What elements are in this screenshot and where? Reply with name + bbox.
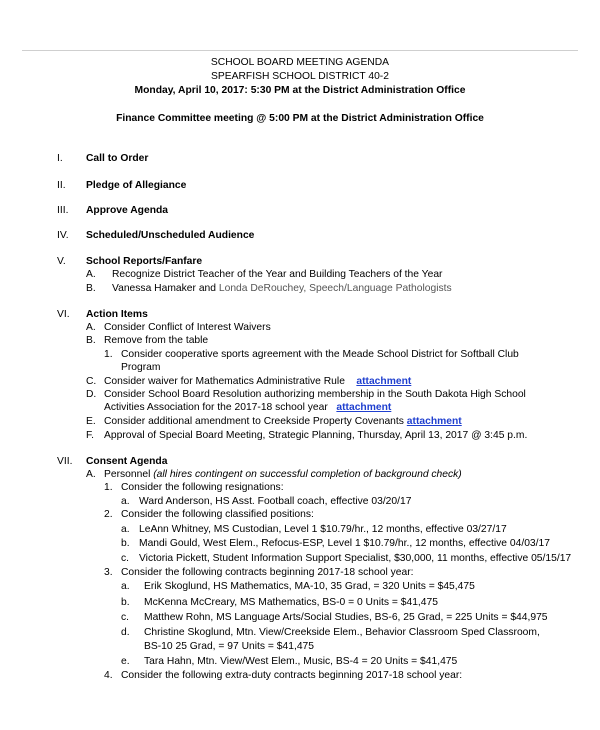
section-audience: Scheduled/Unscheduled Audience — [86, 230, 255, 241]
name-text: Vanessa Hamaker — [112, 283, 196, 294]
item-remove-from-table: Remove from the table — [104, 335, 209, 346]
item-letter: C. — [86, 376, 97, 387]
resignation-entry: Ward Anderson, HS Asst. Football coach, effective 03/20/17 — [139, 496, 412, 507]
item-text: Personnel — [104, 469, 154, 480]
item-personnel — [104, 468, 462, 481]
item-text: Activities Association for the 2017-18 school year — [104, 402, 328, 413]
roman-numeral: III. — [57, 205, 69, 216]
item-recognize-teachers: Recognize District Teacher of the Year and Building Teachers of the Year — [112, 269, 443, 280]
item-number: 3. — [104, 567, 113, 578]
item-letter: E. — [86, 416, 96, 427]
item-special-meeting: Approval of Special Board Meeting, Strategic Planning, Thursday, April 13, 2017 @ 3:45 p.m. — [104, 430, 528, 441]
item-letter: F. — [86, 430, 95, 441]
contract-entry-cont: BS-10 25 Grad, = 97 Units = $41,475 — [144, 641, 315, 652]
section-pledge: Pledge of Allegiance — [86, 180, 187, 191]
sub-letter: a. — [121, 524, 130, 535]
attachment-link[interactable]: attachment — [356, 376, 412, 387]
sub-letter: e. — [121, 656, 130, 667]
item-number: 1. — [104, 349, 113, 360]
district-name: SPEARFISH SCHOOL DISTRICT 40-2 — [211, 71, 389, 82]
item-resignations: Consider the following resignations: — [121, 482, 284, 493]
sub-letter: d. — [121, 627, 130, 638]
roman-numeral: IV. — [57, 230, 69, 241]
item-conflict-waivers: Consider Conflict of Interest Waivers — [104, 322, 271, 333]
item-text: Consider waiver for Mathematics Administrative Rule — [104, 376, 345, 387]
item-pathologists — [112, 282, 452, 295]
item-letter: A. — [86, 269, 96, 280]
classified-entry: LeAnn Whitney, MS Custodian, Level 1 $10.79/hr., 12 months, effective 03/27/17 — [139, 524, 507, 535]
finance-committee-note: Finance Committee meeting @ 5:00 PM at the District Administration Office — [116, 113, 484, 124]
top-rule — [22, 50, 578, 51]
contract-entry: Erik Skoglund, HS Mathematics, MA-10, 35 Grad, = 320 Units = $45,475 — [144, 581, 475, 592]
sub-letter: c. — [121, 553, 130, 564]
item-sports-agreement: Consider cooperative sports agreement with the Meade School District for Softball Club — [121, 349, 519, 360]
contract-entry: Tara Hahn, Mtn. View/West Elem., Music, BS-4 = 20 Units = $41,475 — [144, 656, 458, 667]
item-number: 4. — [104, 670, 113, 681]
item-sports-agreement-cont: Program — [121, 362, 161, 373]
contract-entry: McKenna McCreary, MS Mathematics, BS-0 = 0 Units = $41,475 — [144, 597, 438, 608]
item-number: 1. — [104, 482, 113, 493]
sub-letter: c. — [121, 612, 130, 623]
roman-numeral: V. — [57, 256, 66, 267]
item-letter: B. — [86, 283, 96, 294]
item-number: 2. — [104, 509, 113, 520]
section-action-items: Action Items — [86, 309, 148, 320]
section-school-reports: School Reports/Fanfare — [86, 256, 203, 267]
roman-numeral: II. — [57, 180, 66, 191]
section-approve-agenda: Approve Agenda — [86, 205, 169, 216]
attachment-link[interactable]: attachment — [406, 416, 462, 427]
item-math-waiver — [104, 375, 411, 388]
meeting-datetime: Monday, April 10, 2017: 5:30 PM at the District Administration Office — [134, 85, 466, 96]
roman-numeral: VII. — [57, 456, 73, 467]
attachment-link[interactable]: attachment — [336, 402, 392, 413]
section-call-to-order: Call to Order — [86, 153, 149, 164]
and-text: and — [195, 283, 219, 294]
agenda-title: SCHOOL BOARD MEETING AGENDA — [210, 57, 390, 68]
item-contracts: Consider the following contracts beginning 2017-18 school year: — [121, 567, 414, 578]
item-letter: A. — [86, 469, 96, 480]
item-board-resolution: Consider School Board Resolution authorizing membership in the South Dakota High School — [104, 389, 526, 400]
item-board-resolution-cont — [104, 401, 391, 414]
contract-entry: Christine Skoglund, Mtn. View/Creekside Elem., Behavior Classroom Sped Classroom, — [144, 627, 540, 638]
sub-letter: b. — [121, 538, 130, 549]
sub-letter: a. — [121, 581, 130, 592]
roman-numeral: VI. — [57, 309, 70, 320]
item-text: Consider additional amendment to Creekside Property Covenants — [104, 416, 404, 427]
contract-entry: Matthew Rohn, MS Language Arts/Social Studies, BS-6, 25 Grad, = 225 Units = $44,975 — [144, 612, 548, 623]
item-letter: D. — [86, 389, 97, 400]
item-creekside-amendment — [104, 415, 462, 428]
classified-entry: Victoria Pickett, Student Information Support Specialist, $30,000, 11 months, effective 05/15/17 — [139, 553, 572, 564]
item-letter: A. — [86, 322, 96, 333]
item-extra-duty: Consider the following extra-duty contracts beginning 2017-18 school year: — [121, 670, 463, 681]
sub-letter: a. — [121, 496, 130, 507]
sub-letter: b. — [121, 597, 130, 608]
classified-entry: Mandi Gould, West Elem., Refocus-ESP, Level 1 $10.79/hr., 12 months, effective 04/03/17 — [139, 538, 550, 549]
section-consent-agenda: Consent Agenda — [86, 456, 168, 467]
name-text: Londa DeRouchey, Speech/Language Pathologists — [218, 283, 452, 294]
roman-numeral: I. — [57, 153, 63, 164]
item-classified: Consider the following classified positions: — [121, 509, 314, 520]
item-letter: B. — [86, 335, 96, 346]
item-note: (all hires contingent on successful completion of background check) — [153, 469, 462, 480]
